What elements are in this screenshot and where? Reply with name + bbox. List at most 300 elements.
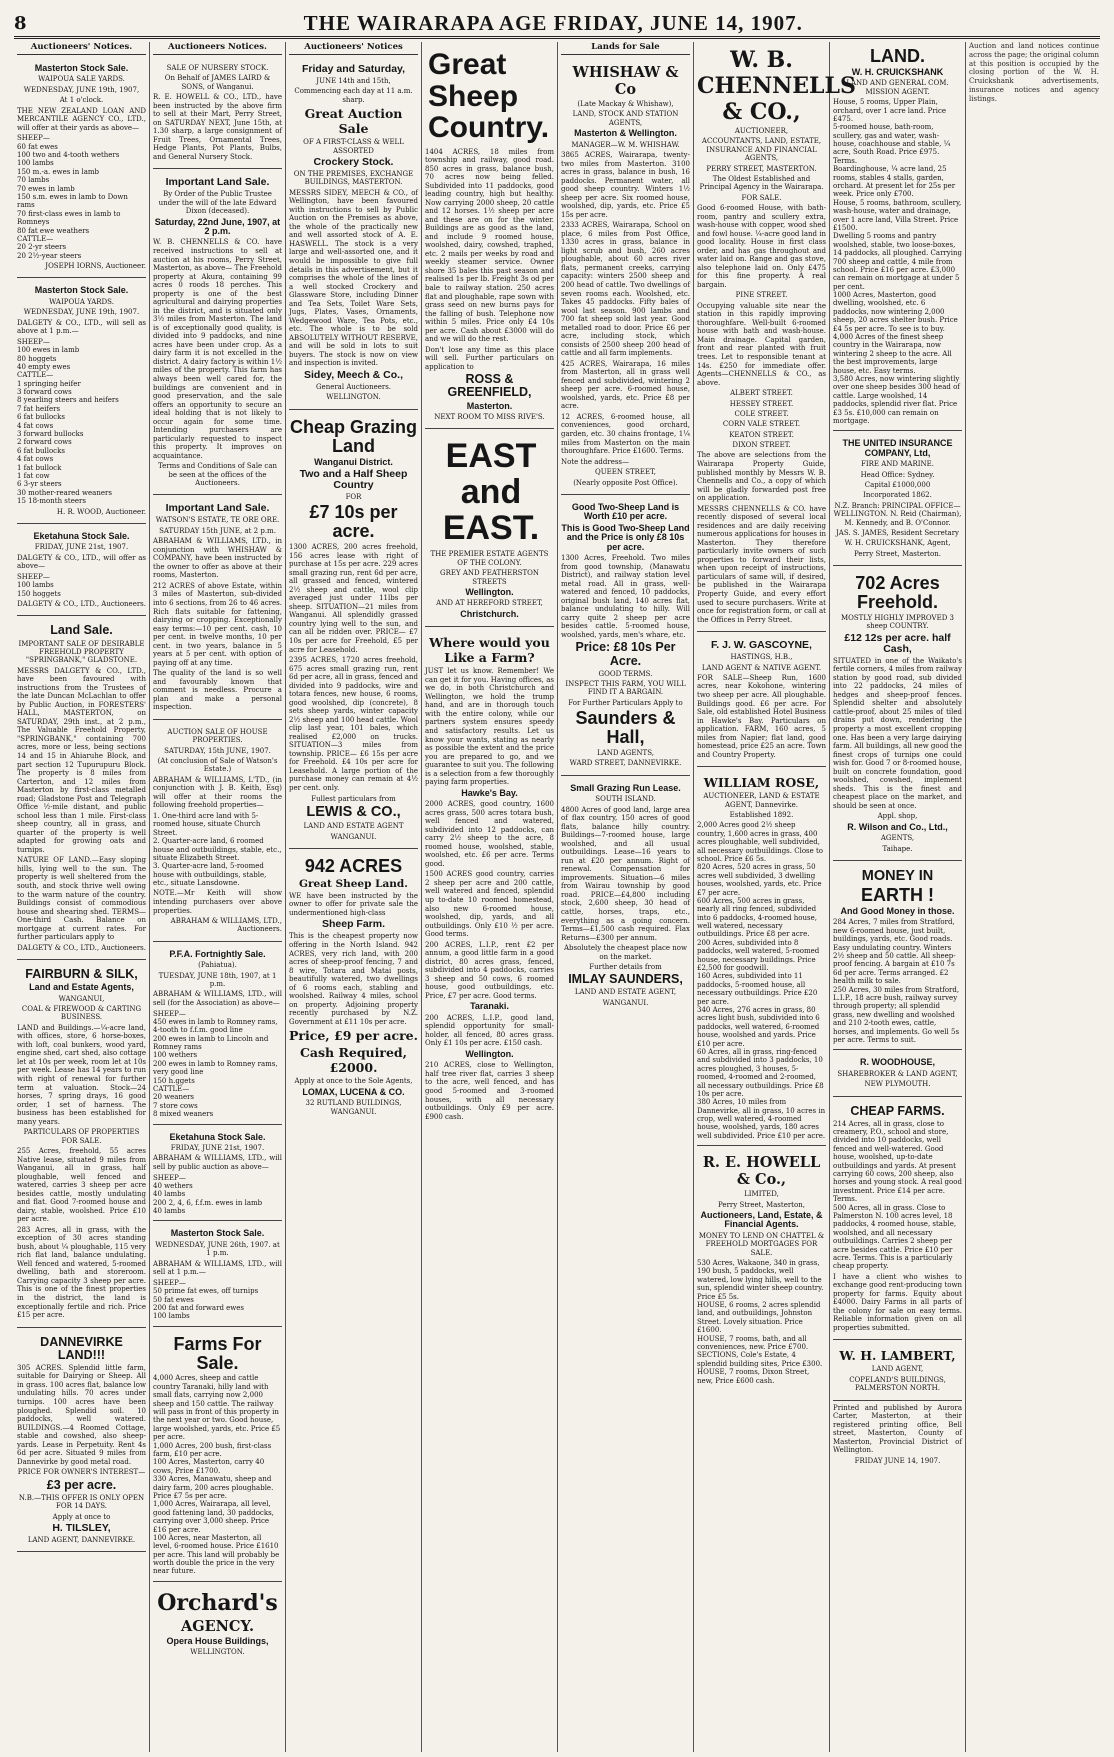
list-line: CATTLE— <box>17 371 54 380</box>
ad-title: FAIRBURN & SILK, <box>25 967 138 982</box>
ad-date: SATURDAY 15th JUNE, at 2 p.m. <box>159 526 276 535</box>
list-line: SHEEP— <box>17 337 50 346</box>
list-line: 100 Acres, Masterton, carry 40 cows, Price £1700. <box>153 1458 265 1475</box>
ad-subtitle: IMPORTANT SALE OF DESIRABLE FREEHOLD PROPERTY "SPRINGBANK," GLADSTONE. <box>18 639 145 665</box>
agent-name: WHISHAW & Co <box>572 64 679 98</box>
manager: MANAGER—W. M. WHISHAW. <box>571 140 680 149</box>
list-line: 4 fat cows <box>17 455 54 464</box>
ad-title: Eketahuna Stock Sale. <box>33 530 130 541</box>
address-note: (Nearly opposite Post Office). <box>573 478 678 487</box>
ad-date: WEDNESDAY, JUNE 26th, 1907. at 1 p.m. <box>155 1240 280 1258</box>
ad-house-properties <box>153 723 282 942</box>
ad-date: Friday and Saturday, <box>301 63 406 75</box>
ad-place: Wanganui District. <box>314 456 393 467</box>
apply-text: Appl. shop, <box>877 812 918 821</box>
ad-title: AUCTION SALE OF HOUSE PROPERTIES. <box>167 727 268 745</box>
agent-limited: LIMITED, <box>744 1190 779 1199</box>
list-line: 160 Acres, subdivided into 11 paddocks, 5-roomed house, all necessary outbuildings. Price £20 per acre. <box>697 972 818 1006</box>
ad-title: Masterton Stock Sale. <box>34 63 129 73</box>
property-listing: 210 ACRES, close to Wellington, half tree river flat, carries 3 sheep to the acre, well fenced, and has good 5-roomed and 3-roomed houses, with all necessary outbuildings. Only £9 per acre. £900 cash. <box>425 1061 554 1121</box>
ad-pfa-sale <box>153 945 282 1125</box>
property-listing: 2000 ACRES, good country, 1600 acres grass, 500 acres totara bush, well fenced and watered, subdivided into 12 paddocks, can carry 2½ sheep to the acre, 8 roomed house, woolshed, stable, woolshed, etc. £6 per acre. Terms good. <box>425 800 554 868</box>
property-list <box>833 1120 962 1271</box>
ad-title: Masterton Stock Sale. <box>34 285 129 296</box>
agent-name: R. WOODHOUSE, <box>859 1057 935 1068</box>
property-listing: 212 ACRES of above Estate, within 3 miles of Masterton, sub-divided into 6 sections, from 26 to 46 acres. Rich flats suitable for fattening, dairying or cropping. Exceptionally easy terms:—10 per cent. cash, 10 per cent. in twelve months, 10 per cent. in two years, balance in 5 years at 5 per cent. with option of paying off at any time. <box>153 581 282 667</box>
region-heading: Wellington. <box>465 1048 514 1059</box>
column-header: Auctioneers' Notices <box>289 42 418 55</box>
ad-fairburn-silk <box>17 963 146 1328</box>
stock-list <box>17 338 146 506</box>
ad-william-rose <box>697 770 826 1146</box>
ad-title-2: AGENCY. <box>180 1617 254 1635</box>
ad-masterton-stock-sale <box>153 1224 282 1326</box>
ad-body: DALGETY & CO., LTD., will sell as above at 1 p.m.— <box>17 318 146 336</box>
stock-list <box>153 1010 282 1119</box>
auctioneer-place: WELLINGTON. <box>326 393 381 402</box>
agent-name: Saunders & Hall, <box>575 708 676 748</box>
list-line: 214 Acres, all in grass, close to creamery, P.O., school and store, divided into 10 paddocks, well fenced and well-watered. Good house, woolshed, up-to-date outbuildings and yards. At present carrying 60 cows, 200 sheep, also horses and young stock. A real good investment. Price £14 per acre. Terms. <box>833 1119 962 1204</box>
property-list <box>153 812 282 888</box>
agent-name: R. Wilson and Co., Ltd., <box>847 821 948 832</box>
ad-small-grazing-run <box>561 779 690 1014</box>
ad-title: LAND. <box>870 46 925 66</box>
ad-place: WANGANUI, <box>58 994 105 1003</box>
property-list <box>697 1259 826 1385</box>
list-line: 150 hoggets <box>17 589 61 598</box>
list-line: 20 weaners <box>153 1093 195 1102</box>
newspaper-title: THE WAIRARAPA AGE FRIDAY, JUNE 14, 1907. <box>303 10 803 35</box>
list-line: 100 lambs <box>17 581 54 590</box>
list-line: 70 first-class ewes in lamb to Romneys <box>17 209 121 227</box>
list-line: SHEEP— <box>17 572 50 581</box>
ad-title: Good Two-Sheep Land is Worth £10 per acre. <box>571 501 680 522</box>
ad-terms: Terms and Conditions of Sale can be seen at the offices of the Auctioneers. <box>157 462 278 488</box>
list-line: 1 fat bullock <box>17 463 62 472</box>
ad-note: NOTE.—Mr Keith will show intending purchasers over above properties. <box>153 889 282 915</box>
list-line: House, 5 rooms, Upper Plain, orchard, over 1 acre land. Price £475. <box>833 98 947 123</box>
ad-title: Orchard's <box>157 1589 278 1616</box>
apply-text: Further details from <box>589 962 662 971</box>
column-7 <box>830 42 966 1752</box>
stock-list <box>153 1279 282 1321</box>
list-line: 6 3-yr steers <box>17 480 62 489</box>
ad-date: Saturday, 22nd June, 1907, at 2 p.m. <box>154 216 281 237</box>
ad-title: Farms For Sale. <box>173 1333 262 1373</box>
ad-body-2: The quality of the land is so well and favourably known that comment is needless. Procure a plan and make a personal inspection. <box>153 669 282 712</box>
price: Price, £9 per acre. <box>289 1028 418 1044</box>
list-line: CATTLE— <box>17 234 54 243</box>
list-line: 70 ewes in lamb <box>17 184 75 193</box>
list-line: 2. Quarter-acre land, 6 roomed house and outbuildings, stable, etc., situate Elizabeth Street. <box>153 837 282 862</box>
ad-farms-for-sale <box>153 1330 282 1582</box>
ad-watsons-estate <box>153 498 282 719</box>
agent-role: LAND, STOCK AND STATION AGENTS, <box>572 110 679 127</box>
ad-subtitle: Land and Estate Agents, <box>29 982 134 993</box>
property-listing: 1500 ACRES good country, carries 2 sheep per acre and 200 cattle, well watered and fenced, splendid up to-date 10 roomed homestead, also new 6-roomed house, woolshed, dip, yards, and all outbuildings. Only £10 ½ per acre. Good terms. <box>425 870 554 939</box>
stock-list <box>153 1174 282 1216</box>
ad-subtitle: (At conclusion of Sale of Watson's Estate.) <box>157 757 278 774</box>
branch: N.Z. Branch: PRINCIPAL OFFICE—WELLINGTON. N. Reid (Chairman), M. Kennedy, and B. O'Connor. <box>833 501 962 527</box>
list-line: 5-roomed house, bath-room, scullery, gas and water, wash-house, coachhouse and stable, ¼ acre, South Road. Price £975. Terms. <box>833 123 951 165</box>
ad-nursery-stock <box>153 59 282 169</box>
ad-body: 305 ACRES. Splendid little farm, suitable for Dairying or Sheep. All in grass. 100 acres flat, balance low undulating hills. 70 acres under turnips. 100 acres have been ploughed. Splendid soil. 10 paddocks, well watered. BUILDINGS.—4 Roomed Cottage, stable and cowshed, also sheep-yards. Lease in Perpetuity. Rent 4s 6d per acre. Situated 9 miles from Dannevirke by good metal road. <box>17 1363 146 1466</box>
agent-name: R. E. HOWELL & Co., <box>702 1154 821 1189</box>
ad-place: SOUTH ISLAND. <box>595 795 656 804</box>
list-line: HOUSE, 6 rooms, 2 acres splendid land, and outbuildings, Johnston Street. Lovely situation. Price £1600. <box>697 1301 821 1335</box>
ad-place: ON THE PREMISES, EXCHANGE BUILDINGS, MASTERTON. <box>293 169 414 187</box>
list-line: 40 wethers <box>153 1181 193 1190</box>
ad-subheading: PARTICULARS OF PROPERTIES FOR SALE. <box>23 1128 140 1145</box>
property-listing: 255 Acres, freehold, 55 acres Native lease, situated 9 miles from Wanganui, all in grass, half ploughable, well fenced and watered, carries 3 sheep per acre besides cattle, mostly undulating and flat. Good 7-roomed house and dairy, stable, woolshed. Price £10 per acre. <box>17 1146 146 1224</box>
agent-address: Perry Street, Masterton, <box>718 1200 805 1209</box>
ad-place: WELLINGTON. <box>190 1648 245 1657</box>
ad-title: Where would you Like a Farm? <box>429 635 550 666</box>
list-line: 200 ewes in lamb to Romney rams, very good line <box>153 1059 278 1077</box>
ad-note: Fullest particulars from <box>311 794 396 803</box>
ad-subtitle: Great Sheep Land. <box>299 877 408 890</box>
list-line: 40 lambs <box>153 1207 186 1216</box>
ad-body-2: NATURE OF LAND.—Easy sloping hills, lying well to the sun. The property is well sheltered from the south, and stock thrive well owing to the warm nature of the country. Buildings consist of commodious house and shearing shed. TERMS—One-third Cash. Balance on mortgage at current rates. For further particulars apply to <box>17 856 146 942</box>
ad-subtitle: And Good Money in those. <box>840 906 955 916</box>
head-office: Head Office: Sydney. <box>860 470 935 479</box>
imprint-date: FRIDAY JUNE 14, 1907. <box>854 1456 941 1465</box>
list-line: 530 Acres, Wakaone, 340 in grass, 190 bush, 5 paddocks, well watered, low lying hills, well to the sun, splendid winter sheep country. Price £5 5s. <box>697 1259 824 1301</box>
agent-name: W. H. CRUICKSHANK <box>851 66 944 77</box>
property-listing: 2395 ACRES, 1720 acres freehold, 675 acres small grazing run, rent 6d per acre, all in grass, fenced and divided into 9 paddocks, wire and totara fences, new house, 6 rooms, good woolshed, dip (concrete), 8 sets sheep yards, winter capacity 2½ sheep and 100 head cattle. Wool clip last year, 101 bales, which realised £2,000 on trucks. SITUATION—3 miles from township. PRICE— £6 15s per acre for Freehold. £4 10s per acre for Leasehold. A large portion of the purchase money can remain at 4½ per cent. only. <box>289 656 418 793</box>
ad-important-land-sale <box>153 172 282 495</box>
ad-title: SALE OF NURSERY STOCK. <box>166 64 269 72</box>
masthead <box>14 10 1100 39</box>
ad-cheap-grazing-land <box>289 413 418 849</box>
agent-town: WANGANUI. <box>330 832 377 841</box>
stock-list <box>17 573 146 598</box>
ad-title: 942 ACRES <box>304 855 403 876</box>
list-line: 820 Acres, 520 acres in grass, 50 acres well subdivided, 3 dwelling houses, woolshed, yards, etc. Price £7 per acre. <box>697 863 822 897</box>
ad-body: ABRAHAM & WILLIAMS, LTD., will sell (for the Association) as above— <box>153 990 282 1007</box>
list-line: Boardinghouse, ¼ acre land, 25 rooms, stables 4 stalls, garden, orchard. At present let for 25s per week. Price only £700. <box>833 165 956 199</box>
ad-east-and-east <box>425 432 554 627</box>
agent-name: W. H. CRUICKSHANK, Agent, <box>844 539 951 548</box>
ad-body: JUST let us know. Remember! We can get it for you. Having offices, as we do, in both Christchurch and Wellington, we hold the trump hand, and are in thorough touch with the entire colony, while our partners system ensures speedy and satisfactory results. Let us know your wants, stating as nearly as possible the extent and the price you are prepared to go, and we guarantee to suit you. The following is a selection from a few thoroughly paying farm properties. <box>425 667 554 787</box>
ad-body: Good 6-roomed House, with bath-room, pantry and scullery extra, wash-house with copper, wood shed and fowl house. ¼-acre good land in good locality. House in first class order, and has gas throughout and water laid on. Range and gas stove, also telephone laid on. Only £475 for this fine property. A real bargain. <box>697 204 827 289</box>
auctioneer-name: Sidey, Meech & Co., <box>304 368 403 381</box>
property-listing: 200 ACRES, L.I.P., rent £2 per annum, a good little farm in a good district, 80 acres grass, fenced, subdivided into 4 paddocks, carries 3 sheep and 50 cows, 6 roomed house, good outbuildings, etc. Price, £7 per acre. Good terms. <box>425 940 554 1000</box>
ad-signature: JOSEPH IORNS, Auctioneer. <box>45 262 146 271</box>
list-line: 20 2-yr steers <box>17 243 67 252</box>
columns <box>14 42 1102 1752</box>
column-2 <box>150 42 286 1752</box>
established: Established 1892. <box>729 811 794 819</box>
ad-note: Absolutely the cheapest place now on the market. <box>563 944 688 961</box>
ad-signature: DALGETY & CO., LTD., Auctioneers. <box>17 943 146 952</box>
list-line: 600 Acres, 500 acres in grass, nearly all ring fenced, subdivided into 6 paddocks, 4-roomed house, well watered, necessary outbuildings. Price £8 per acre. <box>697 896 817 939</box>
list-line: 30 mother-reared weaners <box>17 488 112 497</box>
street-heading: DIXON STREET. <box>732 441 791 450</box>
ad-body: FOR SALE—Sheep Run, 1600 acres, near Kokohone, wintering two sheep per acre. All ploughable. Buildings good. £6 per acre. For Sale, old established Hotel Business in Hawke's Bay. Particulars on application. FARM, 160 acres, 5 miles from Napier; flat land, good homestead, price £25 an acre. Town and Country Property. <box>697 673 826 759</box>
ad-title: Eketahuna Stock Sale. <box>169 1131 266 1142</box>
incorporated: Incorporated 1862. <box>863 491 932 500</box>
column-header: Auctioneers Notices. <box>153 42 282 55</box>
address-2: AND AT HEREFORD STREET, <box>436 599 543 608</box>
list-line: 4,000 Acres, sheep and cattle country Taranaki, hilly land with small flats, carrying now 2,000 sheep and 150 cattle. The railway will pass in front of this property in the next year or two. Good house, large woolshed, yards, etc. Price £5 per acre. <box>153 1374 281 1442</box>
ad-united-insurance <box>833 434 962 566</box>
agent-role: LAND AND GENERAL COM. MISSION AGENT. <box>846 79 949 96</box>
ad-title: 702 Acres Freehold. <box>855 573 940 613</box>
ad-title-2: EARTH ! <box>861 885 934 906</box>
agent-town: NEW PLYMOUTH. <box>864 1080 931 1089</box>
price: Price: £8 10s Per Acre. <box>575 640 676 668</box>
list-line: House, 5 rooms, bathroom, scullery, wash-house, water and drainage, over 1 acre land, Villa Street. Price £1500. <box>833 198 962 232</box>
list-line: 50 prime fat ewes, off turnips <box>153 1287 259 1296</box>
list-line: SHEEP— <box>17 134 50 143</box>
ad-body: ABRAHAM & WILLIAMS, LTD., will sell by public auction as above— <box>153 1154 282 1171</box>
agent-town: WANGANUI. <box>602 998 649 1007</box>
list-line: 340 Acres, 276 acres in grass, 80 acres light bush, subdivided into 6 paddocks, well watered, 6-roomed house, woolshed and yards. Price £10 per acre. <box>697 1005 820 1048</box>
price: £7 10s per acre. <box>309 502 398 542</box>
ad-time: Commencing each day at 11 a.m. sharp. <box>294 87 413 104</box>
agent-name: W. H. LAMBERT, <box>839 1348 956 1364</box>
ad-title: Important Land Sale. <box>165 176 270 189</box>
list-line: 80 fat ewe weathers <box>17 226 90 235</box>
ad-date: SATURDAY, 15th JUNE, 1907. <box>164 746 271 755</box>
ad-subtitle: MOSTLY HIGHLY IMPROVED 3 sheep COUNTRY. <box>840 613 954 631</box>
ad-body: SITUATED in one of the Waikato's fertile corners, 4 miles from railway station by good road, sub divided into 22 paddocks, 24 miles of hedges and sheep-proof fences. Splendid shelter and absolutely cattle-proof, about 25 miles of tiled drains put down, rendering the property a most excellent cropping one. Has been a very large dairying farm. All buildings, all new good the finest crops of turnips one could wish for. Good 7 or 8-roomed house, built on concrete foundation, good woolshed, cowshed, implement sheds. This is the finest and cheapest place on the market, and should be seen at once. <box>833 656 962 810</box>
ad-title: Great Auction Sale <box>304 106 403 137</box>
agent-role: LAND AGENTS, <box>597 749 654 757</box>
street-heading: HESSEY STREET. <box>729 399 794 408</box>
ad-note: Note the address— <box>561 457 630 466</box>
list-line: 250 Acres, 30 miles from Stratford, L.I.P., 18 acre bush, railway survey through property; all splendid grass, new dwelling and woolshed and 210 2-tooth ewes, cattle, horses, and implements. Go well 5s per acre. Terms to suit. <box>833 985 960 1044</box>
ad-line: COAL & FIREWOOD & CARTING BUSINESS. <box>21 1005 142 1022</box>
ad-title: Great Sheep Country. <box>428 48 550 144</box>
ad-subtitle: WAIPOUA SALE YARDS. <box>38 75 125 84</box>
ad-date: FRIDAY, JUNE 21st, 1907. <box>170 1144 265 1153</box>
address-1: GREY AND FEATHERSTON STREETS <box>440 569 539 586</box>
ad-body: ABRAHAM & WILLIAMS, L'TD., (in conjunction with J. B. Keith, Esq) will offer at their rooms the following freehold properties— <box>153 775 282 810</box>
ad-title: Cheap Grazing Land <box>289 416 418 456</box>
ad-body: 1300 Acres, Freehold. Two miles from good township, (Manawatu District), and railway station level metal road. All in grass, well-watered and fenced, 10 paddocks, original bush land, 140 acres flat, balance undulating to hilly. Will carry quite 2 sheep per acre besides cattle. 5-roomed house, woolshed, yards, men's whare, etc. <box>561 554 690 639</box>
list-line: 500 Acres, all in grass. Close to Palmerston N. 100 acres level, 18 paddocks, 4 roomed house, stable, woolshed, and all necessary outbuildings. Carries 2 sheep per acre besides cattle. Price £10 per acre. Terms. This is a particularly cheap property. <box>833 1203 957 1271</box>
list-line: 8 yearling steers and heifers <box>17 396 119 405</box>
property-list <box>697 821 826 1140</box>
ad-signature: DALGETY & CO., LTD., Auctioneers. <box>17 600 146 608</box>
list-line: 1. One-third acre land with 5-roomed house, situate Church Street. <box>153 811 261 837</box>
list-line: 7 fat heifers <box>17 404 61 413</box>
agent-name: WILLIAM ROSE, <box>703 775 820 791</box>
ad-time: At 1 o'clock. <box>59 96 104 105</box>
ad-title: MONEY IN <box>861 867 934 884</box>
ad-land-sale <box>17 619 146 960</box>
list-line: 150 h.ggets <box>153 1076 195 1085</box>
ad-title: P.F.A. Fortnightly Sale. <box>169 948 266 959</box>
list-line: 100 wethers <box>153 1051 198 1060</box>
ad-subtitle: ACCOUNTANTS, LAND, ESTATE, INSURANCE AND FINANCIAL AGENTS, <box>701 137 822 163</box>
price: £3 per acre. <box>46 1477 117 1492</box>
ad-note: I have a client who wishes to exchange good rent-producing town property for farms. Equity about £4000. Dairy Farms in all parts of the colony for sale on easy terms. Reliable information given on all properties submitted. <box>833 1272 962 1332</box>
list-line: 4,000 Acres of the finest sheep country in the Wairarapa, now wintering 2 sheep to the acre. All the best improvements, large house, etc. Easy terms. <box>833 333 952 375</box>
agent-name: H. TILSLEY, <box>52 1521 111 1534</box>
agent-town: Masterton. <box>466 400 513 411</box>
ad-body: THE NEW ZEALAND LOAN AND MERCANTILE AGENCY CO., LTD., will offer at their yards as above— <box>17 106 146 132</box>
ad-body: MESSRS DALGETY & CO., LTD., have been favoured with instructions from the Trustees of the late Duncan McLachlan to offer by Public Auction, in FORESTERS' HALL, MASTERTON, on SATURDAY, 29th inst., at 2 p.m., The Valuable Freehold Property, "SPRINGBANK," containing 700 acres, more or less, being sections 14 and 15 in Ahiaruhe Block, and part section 12 Tupurupuru Block. The property is 8 miles from Carterton, and 12 miles from Masterton by first-class metalled road; Gladstone Post and Telegraph Office ½-mile distant, and public school less than 1 mile. First-class sheep country, all in grass, and quarter of the property is well adapted for growing oats and turnips. <box>17 666 146 854</box>
agent-name: W. B. CHENNELLS & CO., <box>697 47 856 125</box>
printer-imprint: Printed and published by Aurora Carter, Masterton, at their registered printing office, Bell street, Masterton, County of Masterton, Provincial District of Wellington. <box>833 1403 962 1455</box>
list-line: SHEEP— <box>153 1278 186 1287</box>
ad-title: Land Sale. <box>50 623 113 638</box>
list-line: CATTLE— <box>153 1085 190 1094</box>
ad-title-2: Crockery Stock. <box>313 155 394 168</box>
for-sale-heading: FOR SALE. <box>741 193 782 202</box>
agent-role: SHAREBROKER & LAND AGENT, <box>837 1069 958 1078</box>
property-list <box>833 918 962 1044</box>
street-heading: CORN VALE STREET. <box>722 420 801 429</box>
list-line: 100 two and 4-tooth wethers <box>17 150 120 159</box>
list-line: 2,000 Acres good 2½ sheep country, 1,600 acres in grass, 400 acres ploughable, well subdivided, all necessary outbuildings. Close to school. Price £6 5s. <box>697 821 824 863</box>
list-line: 100 Acres, near Masterton, all level, 6-roomed house. Price £1610 per acre. This land will probably be worth double the price in the very near future. <box>153 1533 280 1576</box>
column-1 <box>14 42 150 1752</box>
list-line: 8 mixed weaners <box>153 1110 214 1119</box>
ad-eketahuna-stock-sale <box>17 527 146 616</box>
agent-place: HASTINGS, H.B., <box>730 653 793 662</box>
list-line: 60 Acres, all in grass, ring-fenced and subdivided into 3 paddocks, 10 acres ploughed, 3 houses, 5-roomed, 4-roomed and 2-roomed, all necessary outbuildings. Price £8 10s per acre. <box>697 1047 824 1098</box>
ad-subtitle: (Late Mackay & Whishaw), <box>577 100 674 108</box>
ad-body: ABRAHAM & WILLIAMS, LTD., will sell at 1 p.m.— <box>153 1259 282 1277</box>
list-line: SHEEP— <box>153 1173 186 1182</box>
list-line: 3,580 Acres, now wintering slightly over one sheep besides 300 head of cattle. Large woolshed, 14 paddocks, splendid river flat. Price £3 5s. £10,000 can remain on mortgage. <box>833 375 960 425</box>
ad-where-would-you-like-a-farm <box>425 630 554 1128</box>
list-line: 380 Acres, 10 miles from Dannevirke, all in grass, 10 acres in crop, well watered, 4-roomed house, woolshed, yards, 180 acres well subdivided. Price £10 per acre. <box>697 1098 826 1140</box>
ad-signature: ABRAHAM & WILLIAMS, LTD., Auctioneers. <box>170 917 282 934</box>
terms: GOOD TERMS. <box>598 669 653 678</box>
agent-name: LEWIS & CO., <box>306 803 401 820</box>
ad-subtitle: OF A FIRST-CLASS & WELL ASSORTED <box>303 138 404 155</box>
ad-title: Masterton Stock Sale. <box>170 1228 265 1239</box>
list-line: 100 ewes in lamb <box>17 346 80 355</box>
ad-gascoyne <box>697 635 826 767</box>
list-line: 60 fat ewes <box>17 142 58 151</box>
list-line: 15 18-month steers <box>17 497 86 506</box>
agent-town: Masterton & Wellington. <box>574 128 677 139</box>
ad-body: R. E. HOWELL & CO., LTD., have been instructed by the above firm to sell at their Mart, Perry Street, on SATURDAY NEXT, June 15th, at 1.30 sharp, a large consignment of Fruit Trees, Ornamental Trees, Hedge Plants, Pot Plants, Bulbs, and General Nursery Stock. <box>153 93 282 161</box>
list-line: SHEEP— <box>153 1009 186 1018</box>
column-filler: Auction and land notices continue across the page; the original column at this position is occupied by the closing portion of the W. H. Cruickshank advertisements, insurance notices and agency listings. <box>969 42 1099 103</box>
column-3 <box>286 42 422 1752</box>
list-line: 20 2½-year steers <box>17 251 82 260</box>
list-line: 6 fat bullocks <box>17 413 65 422</box>
stock-list <box>17 134 146 260</box>
ad-subtitle: FIRE AND MARINE. <box>861 460 934 469</box>
ad-title: EAST and EAST. <box>442 437 540 547</box>
ad-body: WE have been instructed by the owner to offer for private sale the undermentioned high-class <box>289 891 418 917</box>
list-line: 330 Acres, Manawatu, sheep and dairy farm, 200 acres ploughable. Price £7 5s per acre. <box>153 1475 274 1500</box>
ad-942-acres <box>289 852 418 1123</box>
agent-name: LOMAX, LUCENA & CO. <box>302 1086 405 1097</box>
ad-crockery-auction <box>289 59 418 410</box>
agent-address: COPELAND'S BUILDINGS, PALMERSTON NORTH. <box>849 1375 946 1393</box>
agent-role: AGENTS, <box>880 834 915 843</box>
agent-address: 32 RUTLAND BUILDINGS, WANGANUI. <box>305 1099 402 1116</box>
ad-date: TUESDAY, JUNE 18th, 1907, at 1 p.m. <box>158 971 277 989</box>
list-line: 3 forward cows <box>17 388 72 397</box>
list-line: 200 2, 4, 6, f.f.m. ewes in lamb <box>153 1198 263 1207</box>
ad-name: Sheep Farm. <box>321 918 386 931</box>
agent-role: LAND AGENT, DANNEVIRKE. <box>27 1535 136 1544</box>
street: QUEEN STREET, <box>594 468 657 477</box>
street-heading: PINE STREET. <box>735 291 788 300</box>
agent-role: LAND AGENT & NATIVE AGENT. <box>701 663 822 672</box>
ad-title: DANNEVIRKE LAND!!! <box>40 1334 123 1362</box>
property-listing: 12 ACRES, 6-roomed house, all conveniences, good orchard, garden, etc. 30 chains frontage, 1¼ miles from Masterton on the main thoroughfare. Price £1600. Terms. <box>561 412 690 456</box>
list-line: 200 ewes in lamb to Lincoln and Romney rams <box>153 1034 269 1052</box>
list-line: 4 fat cows <box>17 421 54 430</box>
column-header: Auctioneers' Notices. <box>17 42 146 55</box>
list-line: 40 lambs <box>153 1190 186 1199</box>
ad-title: Small Grazing Run Lease. <box>570 782 681 793</box>
ad-cheap-farms <box>833 1100 962 1341</box>
agent-role: AUCTIONEER, LAND & ESTATE AGENT, Dannevirke. <box>703 792 820 809</box>
list-line: Dwelling 5 rooms and pantry woolshed, stable, two loose-boxes, 14 paddocks, all ploughed. Carrying 700 sheep and cattle, 4 mile from school. Price £16 per acre. £3,000 can remain on mortgage at under 5 per cent. <box>833 232 962 291</box>
list-line: 150 m.-a. ewes in lamb <box>17 167 100 176</box>
ad-title: Important Land Sale. <box>165 502 270 515</box>
property-listing: 425 ACRES, Wairarapa, 16 miles from Masterton, all in grass well fenced and subdivided, wintering 2 sheep per acre. 6-roomed house, woolshed, yards, etc. Price £8 per acre. <box>561 359 690 411</box>
list-line: HOUSE, 7 rooms, Dixon Street, new, Price £600 cash. <box>697 1368 810 1385</box>
apply-text: For Further Particulars Apply to <box>568 698 683 707</box>
list-line: 40 empty ewes <box>17 362 71 371</box>
capital: Capital £1000,000 <box>864 481 931 489</box>
ad-subtitle: Opera House Buildings, <box>166 1635 269 1646</box>
ad-two-sheep-land <box>561 498 690 776</box>
ad-lambert <box>833 1343 962 1400</box>
ad-footer: The above are selections from the Wairarapa Property Guide, published monthly by Messrs W. B. Chennells and Co., a copy of which will be gladly forwarded post free on application. <box>697 451 826 503</box>
list-line: 100 lambs <box>17 159 54 168</box>
agent-address: NEXT ROOM TO MISS RIVE'S. <box>434 413 545 421</box>
ad-eketahuna-stock-sale <box>153 1128 282 1222</box>
agent-name: ROSS & GREENFIELD, <box>447 372 532 400</box>
money-to-lend: MONEY TO LEND ON CHATTEL & FREEHOLD MORTGAGES FOR SALE. <box>698 1231 825 1257</box>
ad-body: DALGETY & CO., LTD., will offer as above— <box>17 553 146 571</box>
property-listing: Occupying valuable site near the station in this rapidly improving thoroughfare. Well-built 6-roomed house with bath and wash-house. Main drainage. Capital garden, front and rear planted with fruit trees. Let to responsible tenant at 14s. £250 for immediate offer. Agents—CHENNELLS & CO., as above. <box>697 301 826 387</box>
ad-closing: MESSRS CHENNELLS & CO. have recently disposed of several local residences and are daily receiving numerous applications for houses in Masterton. They therefore particularly invite owners of such properties to forward their lists, when upon receipt of instructions, particulars of same will, if desired, be published in the Wairarapa Property Guide, and every effort used to secure purchasers. Write at once for registration form, or call at the Offices in Perry Street. <box>697 504 826 624</box>
property-listing: 1404 ACRES, 18 miles from township and railway, good road. 850 acres in grass, balance bush, 70 acres now being felled. Subdivided into 11 paddocks, good leading country, high but healthy. Now carrying 2000 sheep, 20 cattle and 12 horses. 1½ sheep per acre and these are on for the winter. Buildings are as good as the land, and include 9 roomed house, woolshed, dairy, cowshed, traphed, etc. 2 mails per weeks by road and weekly steamer service. Owner shore 35 bales this past season and realised 1s per lb. Freight 3s od per bale to railway station. 250 acres flat and ploughable, rape sown with grass seed on new burns pays for the falling of bush. Telephone now within 5 miles. Price only £4 10s per acre. Cash about £3000 will do and we will do the rest. <box>425 147 554 344</box>
agent-address: Perry Street, Masterton. <box>854 549 941 558</box>
farm-list <box>153 1374 282 1575</box>
ad-title-2: Two and a Half Sheep Country <box>299 467 408 491</box>
ad-subtitle: WATSON'S ESTATE, TE ORE ORE. <box>155 516 280 525</box>
list-line: 1,000 Acres, 200 bush, first-class farm, £10 per acre. <box>153 1441 272 1458</box>
list-line: 200 Acres, subdivided into 8 paddocks, well watered, 5-roomed house, necessary buildings. Price £2,500 for goodwill. <box>697 938 820 973</box>
ad-great-sheep-country <box>425 42 554 429</box>
list-line: 450 ewes in lamb to Romney rams, 4-tooth to f.f.m. good line <box>153 1017 278 1035</box>
town-2: Christchurch. <box>460 608 519 619</box>
list-line: 80 hoggets <box>17 354 57 363</box>
agent-role: LAND AND ESTATE AGENT, <box>574 988 677 997</box>
property-listing: 3865 ACRES, Wairarapa, twenty-two miles from Masterton. 3100 acres in grass, balance in bush, 16 paddocks. Permanent water, all good sheep country. Winters 1½ sheep per acre. Six roomed house, woolshed, dip, yards, etc. Price £5 15s per acre. <box>561 151 690 219</box>
street-heading: COLE STREET. <box>734 409 789 418</box>
ad-cruickshank <box>833 42 962 431</box>
list-line: 7 store cows <box>153 1101 198 1110</box>
ad-signature: H. R. WOOD, Auctioneer. <box>56 507 146 516</box>
list-line: 2 forward cows <box>17 438 72 447</box>
agent-name: IMLAY SAUNDERS, <box>568 972 683 987</box>
column-6 <box>694 42 856 1752</box>
agent-name: F. J. W. GASCOYNE, <box>711 639 812 652</box>
column-4 <box>422 42 558 1752</box>
ad-money-in-earth <box>833 864 962 1050</box>
agent-address: WARD STREET, DANNEVIRKE. <box>569 759 682 768</box>
agent-role: AUCTIONEER, <box>734 127 789 135</box>
ad-body: 4800 Acres of good land, large area of flax country, 150 acres of good flats, balance hilly country. Buildings—7-roomed house, large woolshed, and all usual outbuildings. Lease—16 years to run at £20 per annum. Right of renewal. Compensation for improvements. Situation—6 miles from Wairau township by good road. PRICE—£4,800 including stock, 2,600 sheep, 30 head of cattle, horses, traps, etc., everything as a going concern. Terms—£1,500 cash required. Flax Returns—£300 per annum. <box>561 805 690 942</box>
